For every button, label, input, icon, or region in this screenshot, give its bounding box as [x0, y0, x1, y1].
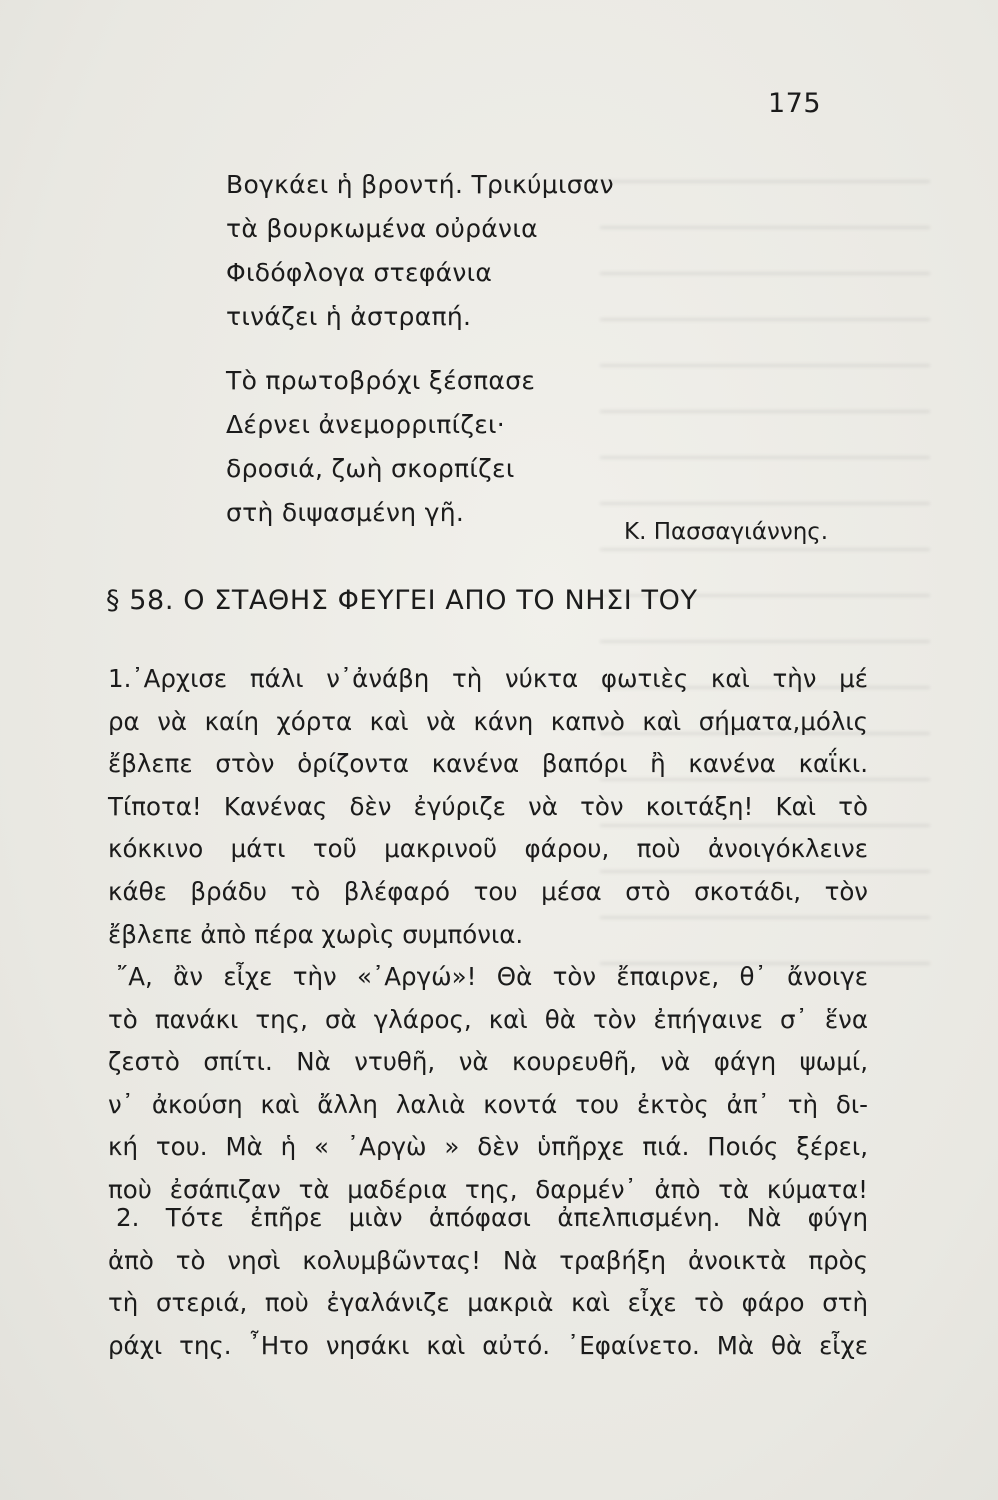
poem-line: Φιδόφλογα στεφάνια [226, 258, 493, 287]
poem-line: Τὸ πρωτοβρόχι ξέσπασε [226, 366, 536, 395]
text-line: ἔβλεπε στὸν ὁρίζοντα κανένα βαπόρι ἢ κανένα καΐκι. [108, 749, 868, 779]
poem-stanza-1 [226, 163, 614, 339]
poem-line: δροσιά, ζωὴ σκορπίζει [226, 454, 515, 483]
poem-line: Δέρνει ἀνεμορριπίζει· [226, 410, 506, 439]
text-line: ἀπὸ τὸ νησὶ κολυμβῶντας! Νὰ τραβήξη ἀνοικτὰ πρὸς [108, 1245, 868, 1275]
text-line: Τίποτα! Κανένας δὲν ἐγύριζε νὰ τὸν κοιτάξη! Καὶ τὸ [108, 791, 868, 821]
paragraph-3 [108, 1197, 878, 1367]
text-line: κόκκινο μάτι τοῦ μακρινοῦ φάρου, ποὺ ἀνοιγόκλεινε [108, 834, 868, 864]
text-line: ῎Α, ἂν εἶχε τὴν «᾿Αργώ»! Θὰ τὸν ἔπαιρνε, θ᾿ ἄνοιγε [116, 962, 868, 991]
poem-line: τὰ βουρκωμένα οὐράνια [226, 214, 538, 243]
text-line: ποὺ ἐσάπιζαν τὰ μαδέρια της, δαρμέν᾿ ἀπὸ τὰ κύματα! [108, 1174, 868, 1204]
poem-line: τινάζει ἡ ἀστραπή. [226, 302, 472, 331]
text-line: κάθε βράδυ τὸ βλέφαρό του μέσα στὸ σκοτάδι, τὸν [108, 876, 868, 906]
text-line: κή του. Μὰ ἡ « ᾿Αργὼ » δὲν ὑπῆρχε πιά. Ποιός ξέρει, [108, 1132, 868, 1162]
text-line: 2. Τότε ἐπῆρε μιὰν ἀπόφασι ἀπελπισμένη. Νὰ φύγη [116, 1203, 868, 1232]
text-line: ράχι της. ῏Ητο νησάκι καὶ αὐτό. ᾿Εφαίνετο. Μὰ θὰ εἶχε [108, 1330, 868, 1360]
paragraph-1 [108, 658, 878, 956]
text-line: τὸ πανάκι της, σὰ γλάρος, καὶ θὰ τὸν ἐπήγαινε σ᾿ ἕνα [108, 1004, 868, 1034]
text-line: 1.᾿Αρχισε πάλι ν᾿ἀνάβη τὴ νύκτα φωτιὲς καὶ τὴν μέ [108, 664, 868, 693]
text-line: ἔβλεπε ἀπὸ πέρα χωρὶς συμπόνια. [108, 919, 524, 949]
section-heading: § 58. Ο ΣΤΑΘΗΣ ΦΕΥΓΕΙ ΑΠΟ ΤΟ ΝΗΣΙ ΤΟΥ [106, 585, 698, 616]
page-number: 175 [768, 88, 822, 119]
poem-stanza-2 [226, 359, 535, 535]
paragraph-2 [108, 956, 878, 1212]
text-line: ν᾿ ἀκούση καὶ ἄλλη λαλιὰ κοντά του ἐκτὸς ἀπ᾿ τὴ δι- [108, 1089, 868, 1119]
poem-line: στὴ διψασμένη γῆ. [226, 498, 465, 527]
poem-author: Κ. Πασσαγιάννης. [624, 519, 829, 545]
poem-line: Βογκάει ἡ βροντή. Τρικύμισαν [226, 170, 614, 199]
text-line: ρα νὰ καίη χόρτα καὶ νὰ κάνη καπνὸ καὶ σήματα,μόλις [108, 706, 868, 736]
text-line: ζεστὸ σπίτι. Νὰ ντυθῆ, νὰ κουρευθῆ, νὰ φάγη ψωμί, [108, 1047, 868, 1077]
text-line: τὴ στεριά, ποὺ ἐγαλάνιζε μακριὰ καὶ εἶχε τὸ φάρο στὴ [108, 1288, 868, 1318]
